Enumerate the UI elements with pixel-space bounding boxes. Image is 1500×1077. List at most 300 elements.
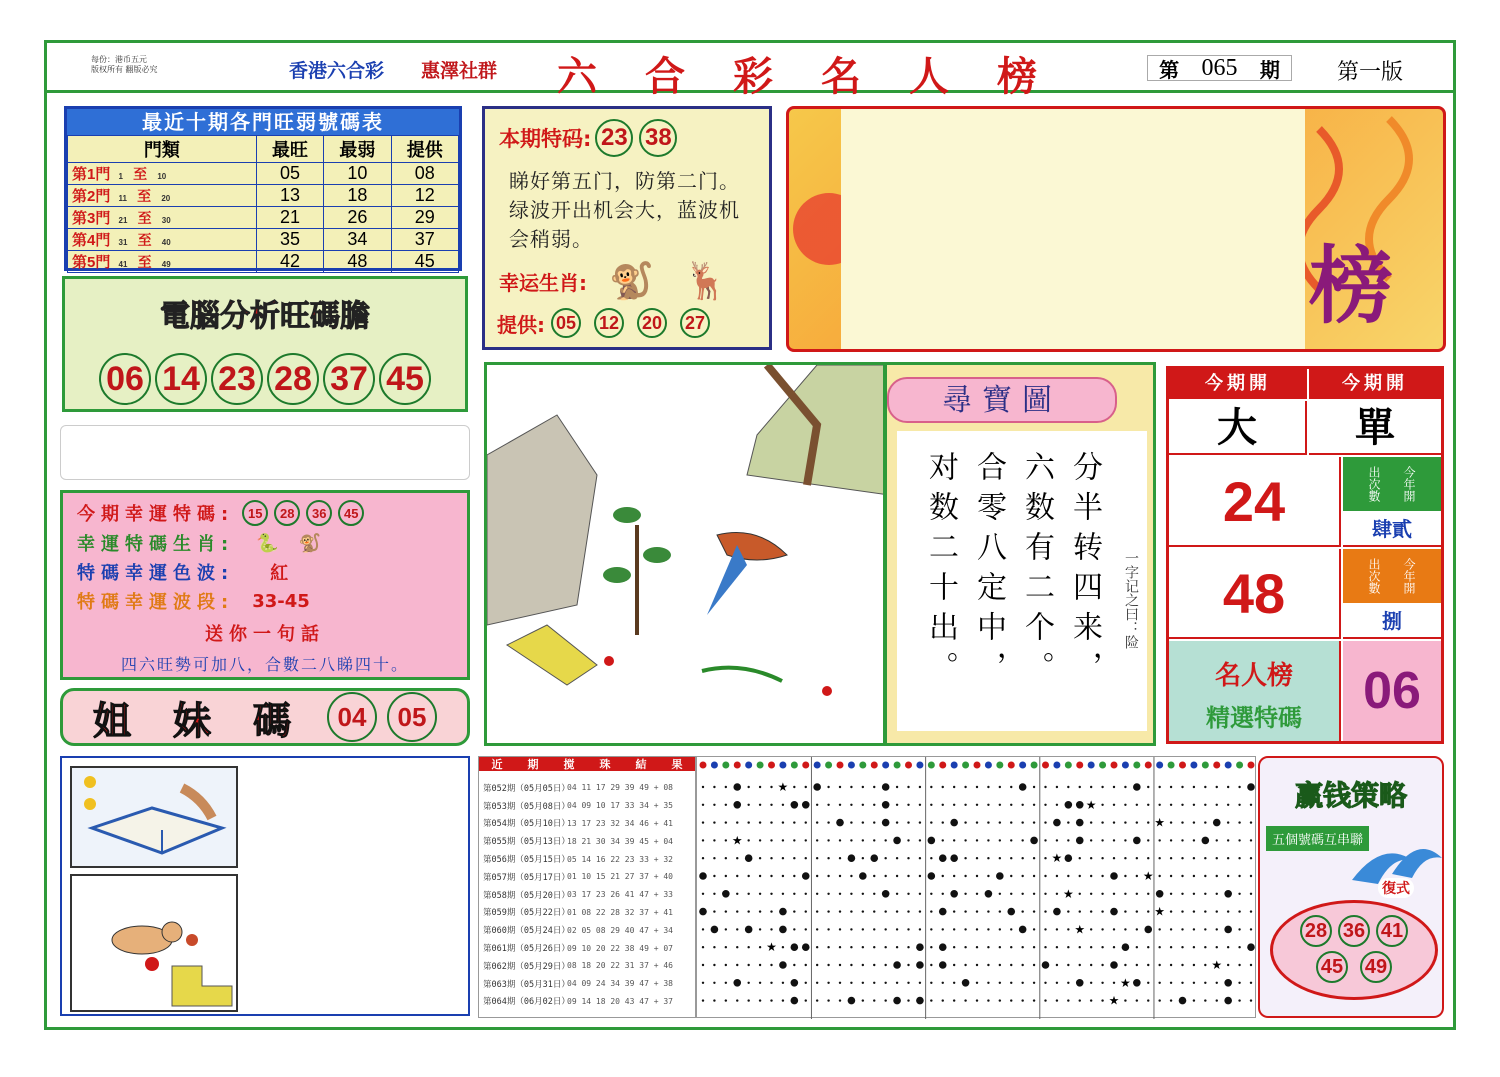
empty-dot <box>1079 786 1081 788</box>
empty-dot <box>725 982 727 984</box>
cold-value: 26 <box>324 207 391 229</box>
empty-dot <box>805 928 807 930</box>
empty-dot <box>713 839 715 841</box>
header-ball <box>882 762 889 769</box>
sister-number: 04 <box>327 692 377 742</box>
lucky-zodiac-row <box>77 530 467 556</box>
results-header-char: 期 <box>527 758 539 771</box>
empty-dot <box>805 839 807 841</box>
drawn-dot <box>779 908 787 916</box>
empty-dot <box>1204 893 1206 895</box>
empty-dot <box>862 964 864 966</box>
empty-dot <box>1090 857 1092 859</box>
empty-dot <box>1090 910 1092 912</box>
special-code-row <box>499 119 769 157</box>
brand-sub-text: 精選特碼 <box>1206 704 1302 732</box>
hot-value: 35 <box>256 229 323 251</box>
empty-dot <box>976 982 978 984</box>
special-star: ★ <box>1062 886 1074 901</box>
empty-dot <box>1216 946 1218 948</box>
empty-dot <box>1238 910 1240 912</box>
drawn-dot <box>1076 819 1084 827</box>
empty-dot <box>1227 857 1229 859</box>
empty-dot <box>759 928 761 930</box>
empty-dot <box>1124 910 1126 912</box>
results-panel <box>478 756 696 1018</box>
special-star: ★ <box>1211 958 1223 972</box>
door-label: 第4門 <box>72 232 111 249</box>
offer-value: 08 <box>391 163 458 185</box>
empty-dot <box>736 821 738 823</box>
empty-dot <box>1021 857 1023 859</box>
results-numbers: 18 21 30 34 39 45 + 04 <box>567 836 673 846</box>
empty-dot <box>999 964 1001 966</box>
empty-dot <box>1170 857 1172 859</box>
empty-dot <box>907 982 909 984</box>
door-cell <box>68 163 257 185</box>
empty-dot <box>1033 946 1035 948</box>
empty-dot <box>1193 839 1195 841</box>
empty-dot <box>987 928 989 930</box>
empty-dot <box>1147 857 1149 859</box>
empty-dot <box>1250 804 1252 806</box>
empty-dot <box>953 804 955 806</box>
table-row <box>68 163 459 185</box>
strategy-number: 41 <box>1376 915 1408 947</box>
drawn-dot <box>1076 979 1084 987</box>
drawn-dot <box>791 997 799 1005</box>
empty-dot <box>1124 964 1126 966</box>
empty-dot <box>759 804 761 806</box>
poem-column: 对数二十出。 <box>923 451 958 691</box>
drawn-dot <box>939 943 947 951</box>
results-row <box>479 993 695 1011</box>
empty-dot <box>987 786 989 788</box>
empty-dot <box>725 839 727 841</box>
empty-dot <box>805 910 807 912</box>
lucky-zodiac-label: 幸运生肖: <box>499 270 587 295</box>
empty-dot <box>1250 982 1252 984</box>
number-ball: 05 <box>551 308 581 338</box>
table-row <box>68 207 459 229</box>
empty-dot <box>964 928 966 930</box>
header-ball <box>1111 762 1118 769</box>
drawn-dot <box>733 783 741 791</box>
empty-dot <box>725 857 727 859</box>
empty-dot <box>1147 910 1149 912</box>
empty-dot <box>1216 786 1218 788</box>
empty-dot <box>1204 804 1206 806</box>
number-ball: 20 <box>637 308 667 338</box>
drawn-dot <box>916 943 924 951</box>
lucky-color-row <box>77 559 467 585</box>
banner-blank-area <box>841 109 1305 352</box>
poem-side-note: 一字记之曰：险 <box>1123 551 1139 649</box>
empty-dot <box>1227 839 1229 841</box>
cold-value: 48 <box>324 251 391 273</box>
drawn-dot <box>745 854 753 862</box>
empty-dot <box>850 946 852 948</box>
results-numbers: 08 18 20 22 31 37 + 46 <box>567 961 673 971</box>
side-1-value: 肆貳 <box>1343 511 1441 547</box>
empty-dot <box>1124 839 1126 841</box>
empty-dot <box>1090 946 1092 948</box>
lucky-code-numbers <box>242 500 364 526</box>
header-ball <box>996 762 1003 769</box>
door-to: 20 <box>161 194 171 203</box>
strategy-number: 45 <box>1316 951 1348 983</box>
empty-dot <box>953 910 955 912</box>
empty-dot <box>862 804 864 806</box>
empty-dot <box>896 875 898 877</box>
empty-dot <box>987 910 989 912</box>
empty-dot <box>839 804 841 806</box>
empty-dot <box>1101 910 1103 912</box>
empty-dot <box>1158 999 1160 1001</box>
empty-dot <box>1158 875 1160 877</box>
results-header <box>479 757 695 771</box>
side-2b: 今年開 <box>1402 558 1416 594</box>
empty-dot <box>1033 910 1035 912</box>
empty-dot <box>759 946 761 948</box>
page-header <box>47 43 1453 100</box>
empty-dot <box>884 910 886 912</box>
results-period: 第064期（06月02日） <box>483 997 570 1008</box>
header-ball <box>722 762 729 769</box>
empty-dot <box>896 857 898 859</box>
empty-dot <box>1044 786 1046 788</box>
results-row <box>479 904 695 922</box>
offer-value: 29 <box>391 207 458 229</box>
empty-dot <box>964 839 966 841</box>
empty-dot <box>1193 893 1195 895</box>
empty-dot <box>702 946 704 948</box>
empty-dot <box>1193 999 1195 1001</box>
empty-dot <box>1079 857 1081 859</box>
results-header-char: 搅 <box>563 758 575 771</box>
empty-dot <box>1124 821 1126 823</box>
header-ball <box>1042 762 1049 769</box>
empty-dot <box>987 875 989 877</box>
drawn-dot <box>928 872 936 880</box>
empty-dot <box>850 786 852 788</box>
banner-character: 榜 <box>1309 236 1394 335</box>
empty-dot <box>747 946 749 948</box>
empty-dot <box>1227 964 1229 966</box>
empty-dot <box>1067 964 1069 966</box>
empty-dot <box>816 839 818 841</box>
results-period: 第063期（05月31日） <box>483 979 570 990</box>
empty-dot <box>759 857 761 859</box>
empty-dot <box>839 786 841 788</box>
empty-dot <box>919 821 921 823</box>
empty-dot <box>1204 999 1206 1001</box>
header-ball <box>1202 762 1209 769</box>
empty-dot <box>839 964 841 966</box>
big-small-value: 大 <box>1169 401 1307 455</box>
drawn-dot <box>711 926 719 934</box>
empty-dot <box>1101 964 1103 966</box>
empty-dot <box>1238 839 1240 841</box>
header-ball <box>757 762 764 769</box>
hot-value: 13 <box>256 185 323 207</box>
empty-dot <box>816 910 818 912</box>
brand-community: 惠澤社群 <box>421 60 498 82</box>
empty-dot <box>1204 857 1206 859</box>
poem-columns <box>897 451 1102 691</box>
door-from: 1 <box>118 172 123 181</box>
empty-dot <box>884 857 886 859</box>
header-ball <box>985 762 992 769</box>
empty-dot <box>1193 910 1195 912</box>
number-ball: 45 <box>379 353 431 405</box>
empty-dot <box>839 999 841 1001</box>
results-period: 第062期（05月29日） <box>483 961 570 972</box>
drawn-dot <box>802 801 810 809</box>
landscape-picture <box>484 362 886 746</box>
empty-dot <box>1227 910 1229 912</box>
empty-dot <box>907 857 909 859</box>
empty-dot <box>793 964 795 966</box>
empty-dot <box>1250 999 1252 1001</box>
drawn-dot <box>893 997 901 1005</box>
empty-dot <box>942 821 944 823</box>
empty-dot <box>736 928 738 930</box>
empty-dot <box>930 804 932 806</box>
empty-dot <box>805 982 807 984</box>
header-ball <box>1019 762 1026 769</box>
empty-dot <box>736 875 738 877</box>
lucky-zodiac-row <box>499 260 769 302</box>
snake-icon: 🐍 <box>256 532 279 554</box>
empty-dot <box>919 839 921 841</box>
drawn-dot <box>916 997 924 1005</box>
empty-dot <box>1147 804 1149 806</box>
empty-dot <box>1238 964 1240 966</box>
header-ball <box>745 762 752 769</box>
special-star: ★ <box>766 940 777 955</box>
door-cell <box>68 185 257 207</box>
brand-box <box>1169 641 1341 741</box>
empty-dot <box>873 804 875 806</box>
empty-dot <box>987 804 989 806</box>
empty-dot <box>999 910 1001 912</box>
edition-label: 第一版 <box>1337 59 1404 84</box>
empty-dot <box>1056 786 1058 788</box>
empty-dot <box>1238 946 1240 948</box>
empty-dot <box>1067 928 1069 930</box>
empty-dot <box>1101 857 1103 859</box>
header-ball <box>700 762 707 769</box>
empty-dot <box>873 839 875 841</box>
empty-dot <box>1204 821 1206 823</box>
empty-dot <box>1170 946 1172 948</box>
empty-dot <box>1113 857 1115 859</box>
results-row <box>479 850 695 868</box>
number-ball: 14 <box>155 353 207 405</box>
empty-dot <box>1170 875 1172 877</box>
header-ball <box>814 762 821 769</box>
table-row <box>68 185 459 207</box>
empty-dot <box>1238 786 1240 788</box>
empty-dot <box>1033 821 1035 823</box>
empty-dot <box>896 821 898 823</box>
empty-dot <box>1170 964 1172 966</box>
empty-dot <box>976 910 978 912</box>
empty-dot <box>1250 821 1252 823</box>
empty-dot <box>1113 893 1115 895</box>
empty-dot <box>873 821 875 823</box>
empty-dot <box>976 946 978 948</box>
empty-dot <box>805 964 807 966</box>
empty-dot <box>713 893 715 895</box>
empty-dot <box>1056 893 1058 895</box>
empty-dot <box>850 804 852 806</box>
wave-icon <box>1352 834 1442 884</box>
empty-dot <box>976 857 978 859</box>
drawn-dot <box>791 943 799 951</box>
empty-dot <box>1033 875 1035 877</box>
empty-dot <box>782 857 784 859</box>
empty-dot <box>930 928 932 930</box>
empty-dot <box>1010 786 1012 788</box>
empty-dot <box>1044 999 1046 1001</box>
brand-hk-lottery: 香港六合彩 <box>289 60 385 82</box>
drawn-dot <box>870 854 878 862</box>
empty-dot <box>1170 786 1172 788</box>
empty-dot <box>999 786 1001 788</box>
header-ball <box>1122 762 1129 769</box>
empty-dot <box>850 928 852 930</box>
empty-dot <box>1044 928 1046 930</box>
empty-dot <box>930 999 932 1001</box>
header-ball <box>859 762 866 769</box>
drawn-dot <box>1213 819 1221 827</box>
empty-dot <box>907 893 909 895</box>
results-header-char: 近 <box>491 758 503 771</box>
special-star: ★ <box>1085 797 1097 812</box>
drawn-dot <box>779 926 787 934</box>
header-ball <box>791 762 798 769</box>
empty-dot <box>759 893 761 895</box>
results-period: 第058期（05月20日） <box>483 890 570 901</box>
header-ball <box>1008 762 1015 769</box>
empty-dot <box>1113 982 1115 984</box>
special-star: ★ <box>777 780 789 794</box>
empty-dot <box>1090 875 1092 877</box>
empty-dot <box>896 946 898 948</box>
empty-dot <box>725 821 727 823</box>
drawn-dot <box>1122 943 1130 951</box>
results-numbers: 13 17 23 32 34 46 + 41 <box>567 818 673 828</box>
results-numbers: 04 09 10 17 33 34 + 35 <box>567 801 673 811</box>
empty-dot <box>1136 875 1138 877</box>
sister-number: 05 <box>387 692 437 742</box>
results-period: 第060期（05月24日） <box>483 926 570 937</box>
empty-dot <box>816 964 818 966</box>
header-ball <box>1156 762 1163 769</box>
decorative-banner <box>786 106 1446 352</box>
side-1a: 出次數 <box>1367 466 1381 502</box>
empty-dot <box>1181 804 1183 806</box>
empty-dot <box>896 804 898 806</box>
empty-dot <box>1136 910 1138 912</box>
empty-dot <box>793 839 795 841</box>
empty-dot <box>1181 893 1183 895</box>
empty-dot <box>1181 946 1183 948</box>
empty-dot <box>907 964 909 966</box>
drawn-dot <box>1224 979 1232 987</box>
empty-dot <box>1147 964 1149 966</box>
empty-dot <box>759 821 761 823</box>
col2-header: 今期開 <box>1309 369 1441 399</box>
empty-dot <box>1181 928 1183 930</box>
drawn-dot <box>848 854 856 862</box>
results-row <box>479 957 695 975</box>
empty-dot <box>770 982 772 984</box>
empty-dot <box>827 839 829 841</box>
empty-dot <box>1136 821 1138 823</box>
drawn-dot <box>1076 801 1084 809</box>
drawn-dot <box>1202 837 1210 845</box>
empty-dot <box>1044 910 1046 912</box>
drawn-dot <box>848 997 856 1005</box>
empty-dot <box>862 999 864 1001</box>
stat-side-1 <box>1343 457 1441 511</box>
header-offer: 提供 <box>391 136 458 163</box>
empty-dot <box>1079 946 1081 948</box>
empty-dot <box>850 893 852 895</box>
empty-dot <box>816 982 818 984</box>
empty-dot <box>1147 821 1149 823</box>
strategy-number: 49 <box>1360 951 1392 983</box>
drawn-dot <box>950 890 958 898</box>
empty-dot <box>1193 928 1195 930</box>
empty-dot <box>1193 875 1195 877</box>
header-ball <box>1179 762 1186 769</box>
results-rows <box>479 779 695 1010</box>
empty-dot <box>964 893 966 895</box>
empty-dot <box>976 839 978 841</box>
drawn-dot <box>1224 890 1232 898</box>
empty-dot <box>805 999 807 1001</box>
special-star: ★ <box>1154 904 1166 919</box>
empty-dot <box>725 928 727 930</box>
header-door: 門類 <box>68 136 257 163</box>
empty-dot <box>713 999 715 1001</box>
empty-dot <box>816 857 818 859</box>
empty-dot <box>1067 875 1069 877</box>
empty-dot <box>1124 804 1126 806</box>
number-ball: 28 <box>274 500 300 526</box>
empty-dot <box>1010 875 1012 877</box>
empty-dot <box>827 910 829 912</box>
empty-dot <box>1010 982 1012 984</box>
empty-dot <box>713 910 715 912</box>
issue-number: 065 <box>1201 54 1238 81</box>
empty-dot <box>1204 875 1206 877</box>
empty-dot <box>1250 928 1252 930</box>
empty-dot <box>873 964 875 966</box>
empty-dot <box>953 999 955 1001</box>
empty-dot <box>782 821 784 823</box>
empty-dot <box>1090 821 1092 823</box>
lucky-band-value: 33-45 <box>252 590 310 612</box>
door-to: 49 <box>161 260 171 269</box>
empty-dot <box>793 786 795 788</box>
empty-dot <box>1147 786 1149 788</box>
empty-dot <box>1124 786 1126 788</box>
